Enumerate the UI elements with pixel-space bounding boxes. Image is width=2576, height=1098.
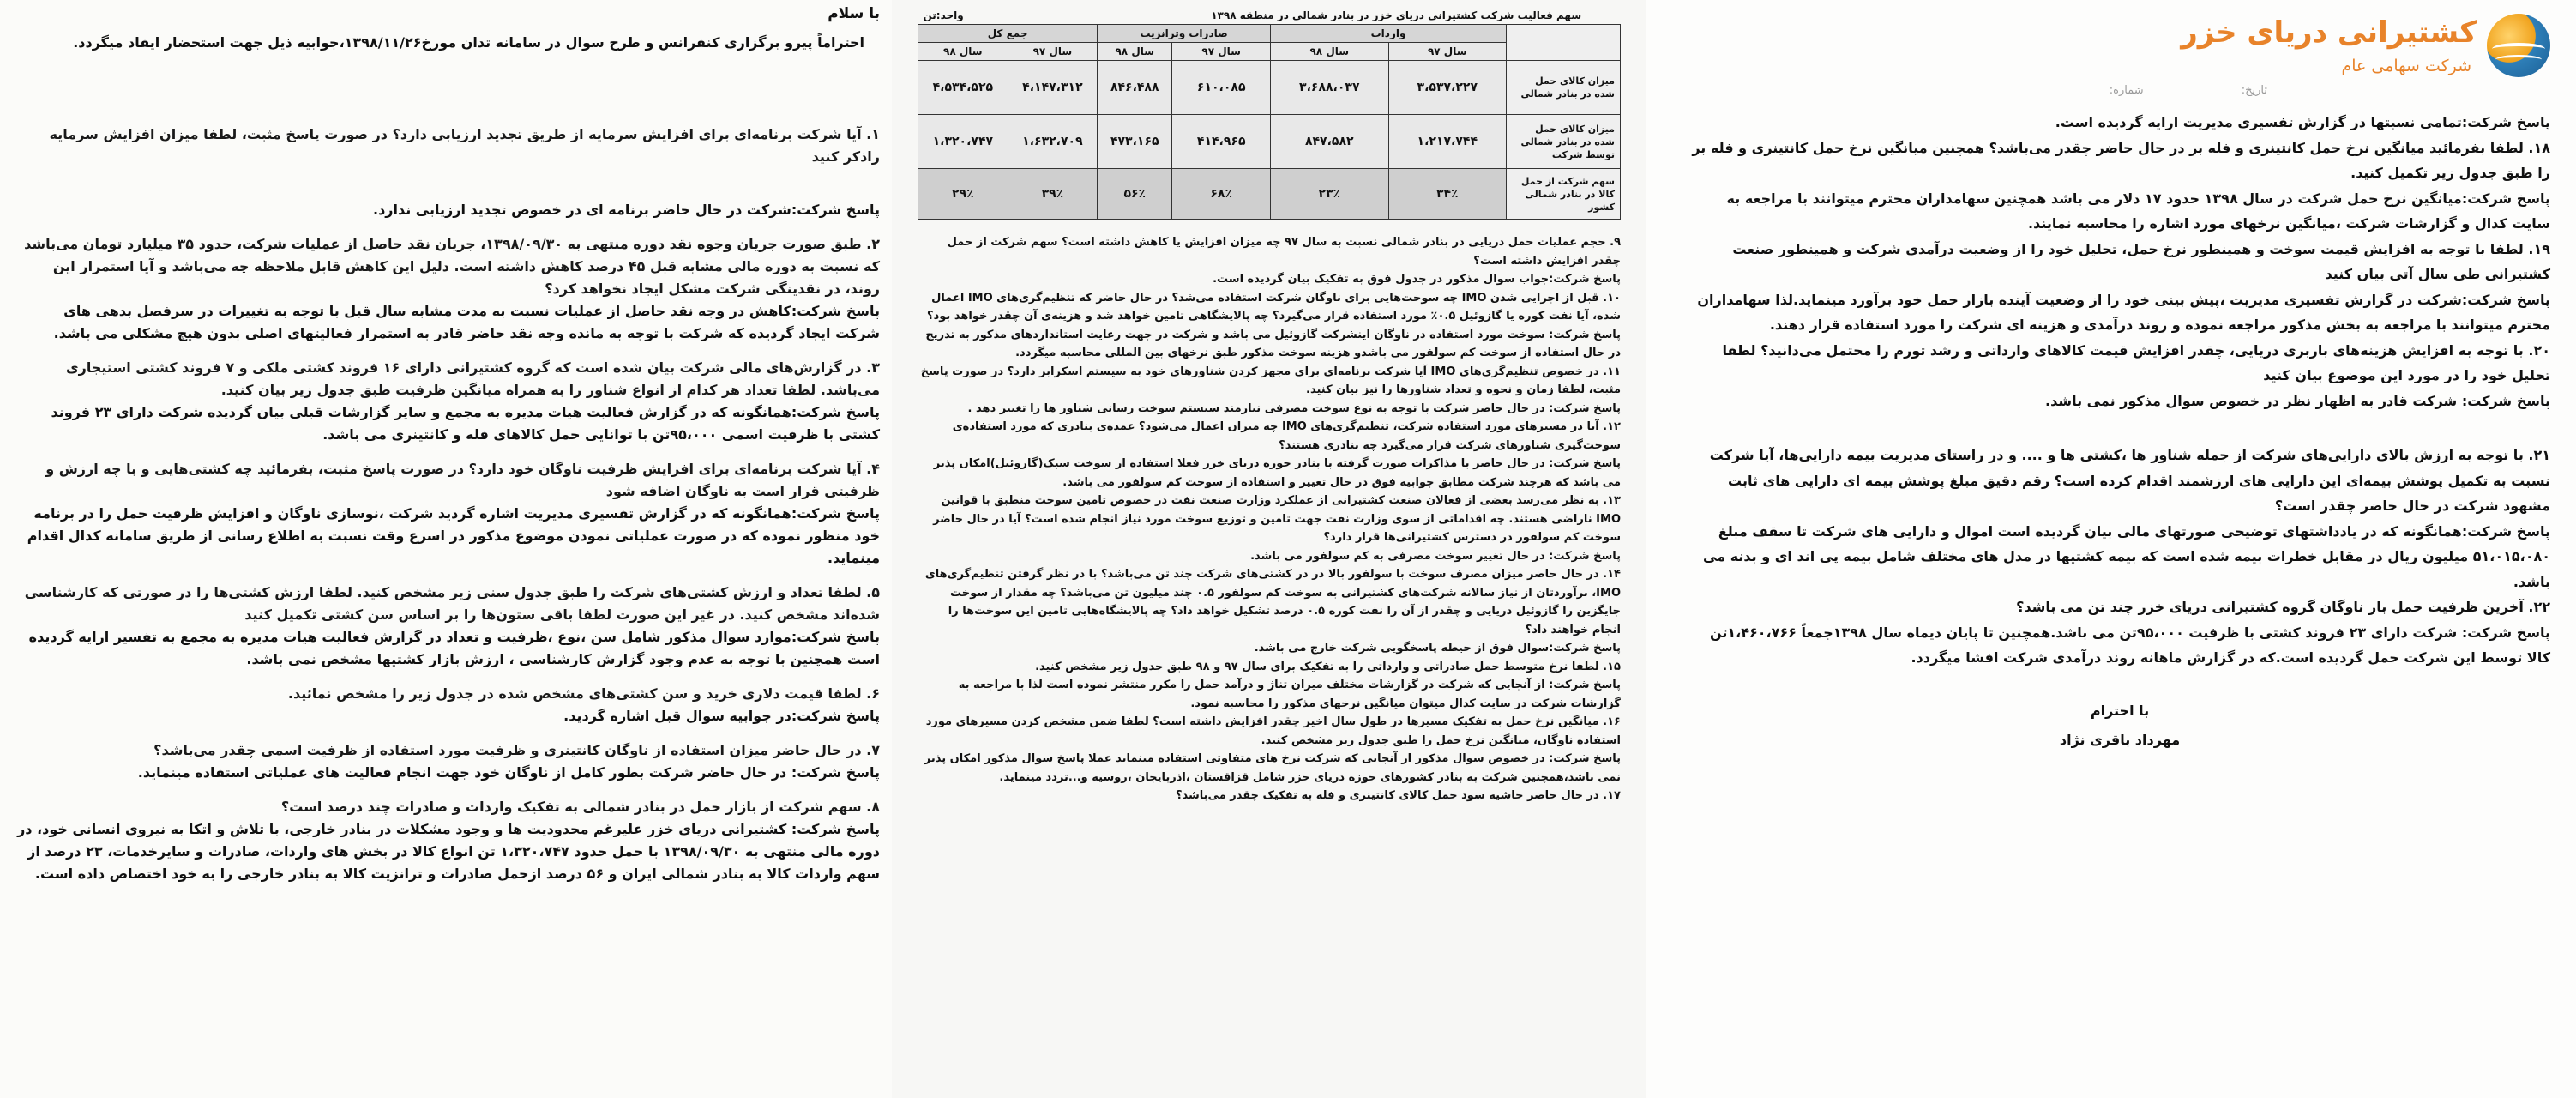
question: ۱۵. لطفا نرخ متوسط حمل صادراتی و وارداتی را به تفکیک برای سال ۹۷ و ۹۸ طبق جدول زیر مشخص کنید. xyxy=(1035,660,1621,673)
table-cell: ۲۳٪ xyxy=(1271,169,1388,220)
answer: پاسخ شرکت:در جوابیه سوال قبل اشاره گردید. xyxy=(563,708,880,724)
signatory-name: مهرداد باقری نژاد xyxy=(2059,731,2181,748)
qa-section-right xyxy=(1689,110,2550,671)
question: ۲۰. با توجه به افزایش هزینه‌های باربری دریایی، چقدر افزایش قیمت کالاهای وارداتی و رشد تورم را محتمل می‌دانید؟ لطفا تحلیل خود را در مورد این موضوع بیان کنید xyxy=(1722,341,2550,383)
question: ۱۷. در حال حاضر حاشیه سود حمل کالای کانتینری و فله به تفکیک چقدر می‌باشد؟ xyxy=(1175,789,1621,802)
question: ۲۱. با توجه به ارزش بالای دارایی‌های شرکت از جمله شناور ها ،کشتی ها و .... و در راستای مدیریت بیمه دارایی‌ها، آیا شرکت نسبت به تکمیل پوشش بیمه‌ای این دارایی های ارزشمند اقدام کرده است؟ رقم دقیق مبلغ پوشش بیمه ای دارایی های ثابت مشهود شرکت در حال حاضر چقدر است؟ xyxy=(1709,447,2550,514)
question: ۲۲. آخرین ظرفیت حمل بار ناوگان گروه کشتیرانی دریای خزر چند تن می باشد؟ xyxy=(2016,599,2550,615)
question: ۱۳. به نظر می‌رسد بعضی از فعالان صنعت کشتیرانی از عملکرد وزارت صنعت نفت در خصوص تامین سوخت منطبق با قوانین IMO ناراضی هستند. چه اقداماتی از سوی وزارت نفت جهت تامین و توزیع سوخت مورد نیاز انجام شده است؟ آیا در حال حاضر سوخت کم سولفور در دسترس کشتیرانی‌ها قرار دارد؟ xyxy=(933,494,1621,544)
question: ۸. سهم شرکت از بازار حمل در بنادر شمالی به تفکیک واردات و صادرات چند درصد است؟ xyxy=(280,799,880,815)
answer: پاسخ شرکت: در حال حاضر با مذاکرات صورت گرفته با بنادر حوزه دریای خزر فعلا استفاده از سوخت سبک(گازوئیل)امکان پذیر می باشد که هرچند شرکت مطابق جوابیه فوق در حال تغییر و استفاده از سوخت کم سولفور می باشد. xyxy=(933,457,1621,489)
answer: پاسخ شرکت:شرکت در گزارش تفسیری مدیریت ،پیش بینی خود را از وضعیت آینده بازار حمل خود برآورد مینماید.لذا سهامداران محترم میتوانند با مراجعه به بخش مذکور مراجعه نموده و روند درآمدی و هزینه ای شرکت را مورد استفاده قرار دهند. xyxy=(1697,291,2550,333)
question: ۹. حجم عملیات حمل دریایی در بنادر شمالی نسبت به سال ۹۷ چه میزان افزایش یا کاهش داشته است؟ سهم شرکت از حمل چقدر افزایش داشته است؟ xyxy=(947,236,1621,268)
table-cell: ۱،۳۲۰،۷۴۷ xyxy=(918,115,1008,169)
answer: پاسخ شرکت:شرکت در حال حاضر برنامه ای در خصوص تجدید ارزیابی ندارد. xyxy=(373,202,880,218)
qa-section-left xyxy=(15,124,880,885)
intro-line: احتراماً پیرو برگزاری کنفرانس و طرح سوال در سامانه تدان مورخ۱۳۹۸/۱۱/۲۶،جوابیه ذیل جهت استحضار ایفاد میگردد. xyxy=(73,34,864,51)
question: ۶. لطفا قیمت دلاری خرید و سن کشتی‌های مشخص شده در جدول زیر را مشخص نمائید. xyxy=(287,685,880,702)
answer: پاسخ شرکت:همانگونه که در گزارش فعالیت هیات مدیره به مجمع و سایر گزارشات قبلی بیان گردیده شرکت دارای ۲۳ فروند کشتی با ظرفیت اسمی ۹۵،۰۰۰تن با توانایی حمل کالاهای فله و کانتینری می باشد. xyxy=(51,404,880,443)
table-cell: ۸۴۶،۴۸۸ xyxy=(1098,61,1172,115)
table-cell: ۶۱۰،۰۸۵ xyxy=(1172,61,1271,115)
table-unit: واحد:تن xyxy=(918,7,1172,25)
table-corner xyxy=(1507,25,1621,61)
company-name: کشتیرانی دریای خزر xyxy=(2181,15,2477,50)
letterhead xyxy=(1689,9,2550,110)
logo-wave-icon xyxy=(2492,43,2545,55)
table-cell: ۴۱۴،۹۶۵ xyxy=(1172,115,1271,169)
question: ۷. در حال حاضر میزان استفاده از ناوگان کانتینری و ظرفیت مورد استفاده از ظرفیت اسمی چقدر می‌باشد؟ xyxy=(153,742,880,758)
table-year-header: سال ۹۷ xyxy=(1172,43,1271,61)
table-cell: ۴۷۳،۱۶۵ xyxy=(1098,115,1172,169)
table-row xyxy=(918,169,1621,220)
answer: پاسخ شرکت:میانگین نرخ حمل شرکت در سال ۱۳۹۸ حدود ۱۷ دلار می باشد همچنین سهامداران محترم میتوانند با مراجعه به سایت کدال و گزارشات شرکت ،میانگین نرخهای مورد اشاره را محاسبه نمایند. xyxy=(1726,190,2550,232)
answer: پاسخ شرکت: در حال تغییر سوخت مصرفی به کم سولفور می باشد. xyxy=(1250,549,1621,563)
table-group-header: واردات xyxy=(1271,25,1507,43)
greeting: با سلام xyxy=(828,5,880,22)
table-row-label: سهم شرکت از حمل کالا در بنادر شمالی کشور xyxy=(1507,169,1621,220)
answer: پاسخ شرکت:جواب سوال مذکور در جدول فوق به تفکیک بیان گردیده است. xyxy=(1213,273,1621,286)
logo-wave-icon xyxy=(2495,55,2542,64)
answer: پاسخ شرکت: شرکت قادر به اظهار نظر در خصوص سوال مذکور نمی باشد. xyxy=(2045,392,2550,409)
question: ۱۴. در حال حاضر میزان مصرف سوخت با سولفور بالا در در کشتی‌های شرکت چند تن می‌باشد؟ با در نظر گرفتن تنظیم‌گری‌های IMO، برآوردتان از نیاز سالانه شرکت‌های کشتیرانی به سوخت کم سولفور ۰.۵ چند میلیون تن می‌باشد؟ چه مقدار از سوخت جایگزین را گازوئیل دریایی و چقدر از آن را نفت کوره ۰.۵ درصد تشکیل خواهد داد؟ چه پالایشگاه‌هایی تامین این سوخت‌ها را انجام خواهند داد؟ xyxy=(924,568,1621,636)
table-row xyxy=(918,61,1621,115)
spacer xyxy=(1689,413,2550,443)
question: ۴. آیا شرکت برنامه‌ای برای افزایش ظرفیت ناوگان خود دارد؟ در صورت پاسخ مثبت، بفرمائید چه کشتی‌هایی و با چه ارزش و ظرفیتی قرار است به ناوگان اضافه شود xyxy=(45,461,880,499)
answer: پاسخ شرکت: در حال حاضر شرکت بطور کامل از ناوگان خود جهت انجام فعالیت های عملیاتی استفاده مینماید. xyxy=(137,764,880,781)
answer: پاسخ شرکت:موارد سوال مذکور شامل سن ،نوع ،ظرفیت و تعداد در گزارش فعالیت هیات مدیره به مجمع به تفسیر ارایه گردیده است همچنین با توجه به عدم وجود گزارش کارشناسی ، ارزش بازار کشتیها مشخص نمی باشد. xyxy=(28,629,880,667)
table-cell: ۴،۵۳۴،۵۲۵ xyxy=(918,61,1008,115)
answer: پاسخ شرکت: سوخت مورد استفاده در ناوگان اینشرکت گازوئیل می باشد و شرکت در جهت رعایت استانداردهای مذکور به تدریج در حال استفاده از سوخت کم سولفور می باشدو هزینه سوخت مذکور طبق نرخهای بین المللی محاسبه میگردد. xyxy=(925,328,1621,359)
answer: پاسخ شرکت:تمامی نسبتها در گزارش تفسیری مدیریت ارایه گردیده است. xyxy=(2055,114,2550,130)
question: ۱۹. لطفا با توجه به افزایش قیمت سوخت و همینطور نرخ حمل، تحلیل خود را از وضعیت درآمدی شرکت و همینطور صنعت کشتیرانی طی سال آتی بیان کنید xyxy=(1732,240,2550,282)
table-cell: ۳۹٪ xyxy=(1008,169,1098,220)
question: ۱۰. قبل از اجرایی شدن IMO چه سوخت‌هایی برای ناوگان شرکت استفاده می‌شد؟ در حال حاضر که تنظیم‌گری‌های IMO اعمال شده، آیا نفت کوره یا گازوئیل ۰.۵٪ مورد استفاده قرار می‌گیرد؟ چه پالایشگاهی تامین خواهد شد و هزینه‌ی آن چقدر خواهد بود؟ xyxy=(927,291,1621,323)
table-cell: ۳،۵۳۷،۲۲۷ xyxy=(1388,61,1506,115)
table-cell: ۳،۶۸۸،۰۳۷ xyxy=(1271,61,1388,115)
closing-block xyxy=(1689,697,2550,755)
table-row xyxy=(918,115,1621,169)
table-cell: ۴،۱۴۷،۳۱۲ xyxy=(1008,61,1098,115)
question: ۱. آیا شرکت برنامه‌ای برای افزایش سرمایه از طریق تجدید ارزیابی دارد؟ در صورت پاسخ مثبت، لطفا میزان افزایش سرمایه راذکر کنید xyxy=(49,126,880,165)
answer: پاسخ شرکت: شرکت دارای ۲۳ فروند کشتی با ظرفیت ۹۵،۰۰۰تن می باشد.همچنین تا پایان دیماه سال ۱۳۹۸جمعاً ۱،۴۶۰،۷۶۶تن کالا توسط این شرکت حمل گردیده است.که در گزارش ماهانه روند درآمدی شرکت افشا میگردد. xyxy=(1709,624,2550,666)
table-caption: سهم فعالیت شرکت کشتیرانی دریای خزر در بنادر شمالی در منطقه ۱۳۹۸ xyxy=(1172,7,1621,25)
company-subtitle: شرکت سهامی عام xyxy=(2341,57,2471,75)
question: ۱۱. در خصوص تنظیم‌گری‌های IMO آیا شرکت برنامه‌ای برای مجهز کردن شناورهای خود به سیستم اسکرابر دارد؟ در صورت پاسخ مثبت، لطفا زمان و نحوه و تعداد شناورها را نیز بیان کنید. xyxy=(920,365,1621,396)
letter-page-left xyxy=(0,0,892,1098)
closing-phrase: با احترام xyxy=(2090,702,2150,719)
answer: پاسخ شرکت: کشتیرانی دریای خزر علیرغم محدودیت ها و وجود مشکلات در بنادر خارجی، با تلاش و اتکا به نیروی انسانی خود، در دوره مالی منتهی به ۱۳۹۸/۰۹/۳۰ با حمل حدود ۱،۳۲۰،۷۴۷ تن انواع کالا در بخش های واردات، صادرات و سایرخدمات، ۲۳ درصد از سهم واردات کالا به بنادر شمالی ایران و ۵۶ درصد ازحمل صادرات و ترانزیت کالا به بنادر خارجی را به خود اختصاص داده است. xyxy=(17,821,880,882)
table-year-header: سال ۹۷ xyxy=(1008,43,1098,61)
date-label: تاریخ: xyxy=(2241,84,2267,97)
table-cell: ۵۶٪ xyxy=(1098,169,1172,220)
table-year-header: سال ۹۷ xyxy=(1388,43,1506,61)
qa-section-middle xyxy=(918,233,1621,805)
question: ۵. لطفا تعداد و ارزش کشتی‌های شرکت را طبق جدول سنی زیر مشخص کنید. لطفا ارزش کشتی‌ها را در صورتی که کارشناسی شده‌اند مشخص کنید. در غیر این صورت لطفا باقی ستون‌ها را بر اساس سن کشتی تکمیل کنید xyxy=(24,584,880,623)
answer: پاسخ شرکت:همانگونه که در یادداشتهای توضیحی صورتهای مالی بیان گردیده است اموال و دارایی های شرکت تا سقف مبلغ ۵۱،۰۱۵،۰۸۰ میلیون ریال در مقابل خطرات بیمه شده است که بیمه کشتیها در مدل های مختلف شامل بیمه پی اند ای و بدنه می باشد. xyxy=(1703,522,2550,590)
table-cell: ۱،۲۱۷،۷۴۴ xyxy=(1388,115,1506,169)
question: ۱۸. لطفا بفرمائید میانگین نرخ حمل کانتینری و فله بر در حال حاضر چقدر می‌باشد؟ همچنین میانگین نرخ حمل کانتینری و فله بر را طبق جدول زیر تکمیل کنید. xyxy=(1692,139,2550,181)
question: ۱۲. آیا در مسیرهای مورد استفاده شرکت، تنظیم‌گری‌های IMO چه میزان اعمال می‌شود؟ عمده‌ی بنادری که مورد استفاده‌ی سوخت‌گیری شناورهای شرکت قرار می‌گیرد چه بنادری هستند؟ xyxy=(952,420,1621,452)
table-group-header: جمع کل xyxy=(918,25,1098,43)
answer: پاسخ شرکت:کاهش در وجه نقد حاصل از عملیات نسبت به مدت مشابه سال قبل با توجه به تغییرات در سرفصل بدهی های شرکت ایجاد گردیده که شرکت با توجه به مانده وجه نقد حاضر قادر به استمرار فعالیتهای اصلی بدون هیچ مشکلی می باشد. xyxy=(53,303,880,341)
question: ۳. در گزارش‌های مالی شرکت بیان شده است که گروه کشتیرانی دارای ۱۶ فروند کشتی ملکی و ۷ فروند کشتی استیجاری می‌باشد. لطفا تعداد هر کدام از انواع شناور را به همراه میانگین ظرفیت طبق جدول زیر بیان کنید. xyxy=(65,359,880,398)
table-year-header: سال ۹۸ xyxy=(1098,43,1172,61)
question: ۲. طبق صورت جریان وجوه نقد دوره منتهی به ۱۳۹۸/۰۹/۳۰، جریان نقد حاصل از عملیات شرکت، حدود ۳۵ میلیارد تومان می‌باشد که نسبت به دوره مالی مشابه قبل ۴۵ درصد کاهش داشته است. دلیل این کاهش قابل ملاحظه چه می‌باشد و آیا استمرار این روند، در نقدینگی شرکت مشکل ایجاد نخواهد کرد؟ xyxy=(24,236,880,297)
answer: پاسخ شرکت: در حال حاضر شرکت با توجه به نوع سوخت مصرفی نیازمند سیستم سوخت رسانی شناور ها را تغییر دهد . xyxy=(967,401,1621,415)
question: ۱۶. میانگین نرخ حمل به تفکیک مسیرها در طول سال اخیر چقدر افزایش داشته است؟ لطفا ضمن مشخص کردن مسیرهای مورد استفاده ناوگان، میانگین نرخ حمل را طبق جدول زیر مشخص کنید. xyxy=(925,715,1621,747)
table-cell: ۱،۶۳۲،۷۰۹ xyxy=(1008,115,1098,169)
table-cell: ۶۸٪ xyxy=(1172,169,1271,220)
answer: پاسخ شرکت: از آنجایی که شرکت در گزارشات مختلف میزان تناژ و درآمد حمل را مکرر منتشر نموده است لذا با مراجعه به گزارشات شرکت در سایت کدال میتوان میانگین نرخهای مذکور را محاسبه نمود. xyxy=(958,679,1621,710)
answer: پاسخ شرکت: در خصوص سوال مذکور از آنجایی که شرکت نرخ های متفاوتی استفاده مینماید عملا پاسخ سوال مذکور امکان پذیر نمی باشد،همچنین شرکت به بنادر کشورهای حوزه دریای خزر شامل قزاقستان ،اذربایجان ،روسیه و...تردد مینماید. xyxy=(924,752,1621,784)
letter-meta xyxy=(2015,84,2267,97)
table-row-label: میزان کالای حمل شده در بنادر شمالی xyxy=(1507,61,1621,115)
table-cell: ۲۹٪ xyxy=(918,169,1008,220)
table-cell: ۸۴۷،۵۸۲ xyxy=(1271,115,1388,169)
table-year-header: سال ۹۸ xyxy=(918,43,1008,61)
table-group-header: صادرات وترانزیت xyxy=(1098,25,1271,43)
number-label: شماره: xyxy=(2109,84,2144,97)
table-cell: ۳۴٪ xyxy=(1388,169,1506,220)
letter-page-right xyxy=(1646,0,2576,1098)
answer: پاسخ شرکت:همانگونه که در گزارش تفسیری مدیریت اشاره گردید شرکت ،نوسازی ناوگان و افزایش ظرفیت حمل را در برنامه خود منظور نموده که در صورت عملیاتی نمودن موضوع مذکور در اسرع وقت نسبت به اطلاع رسانی از طریق سامانه کدال اقدام مینماید. xyxy=(27,505,880,566)
table-year-header: سال ۹۸ xyxy=(1271,43,1388,61)
answer: پاسخ شرکت:سوال فوق از حیطه پاسخگویی شرکت خارج می باشد. xyxy=(1254,642,1621,655)
market-share-table xyxy=(918,7,1621,220)
letter-page-middle xyxy=(892,0,1646,1098)
table-row-label: میزان کالای حمل شده در بنادر شمالی توسط شرکت xyxy=(1507,115,1621,169)
